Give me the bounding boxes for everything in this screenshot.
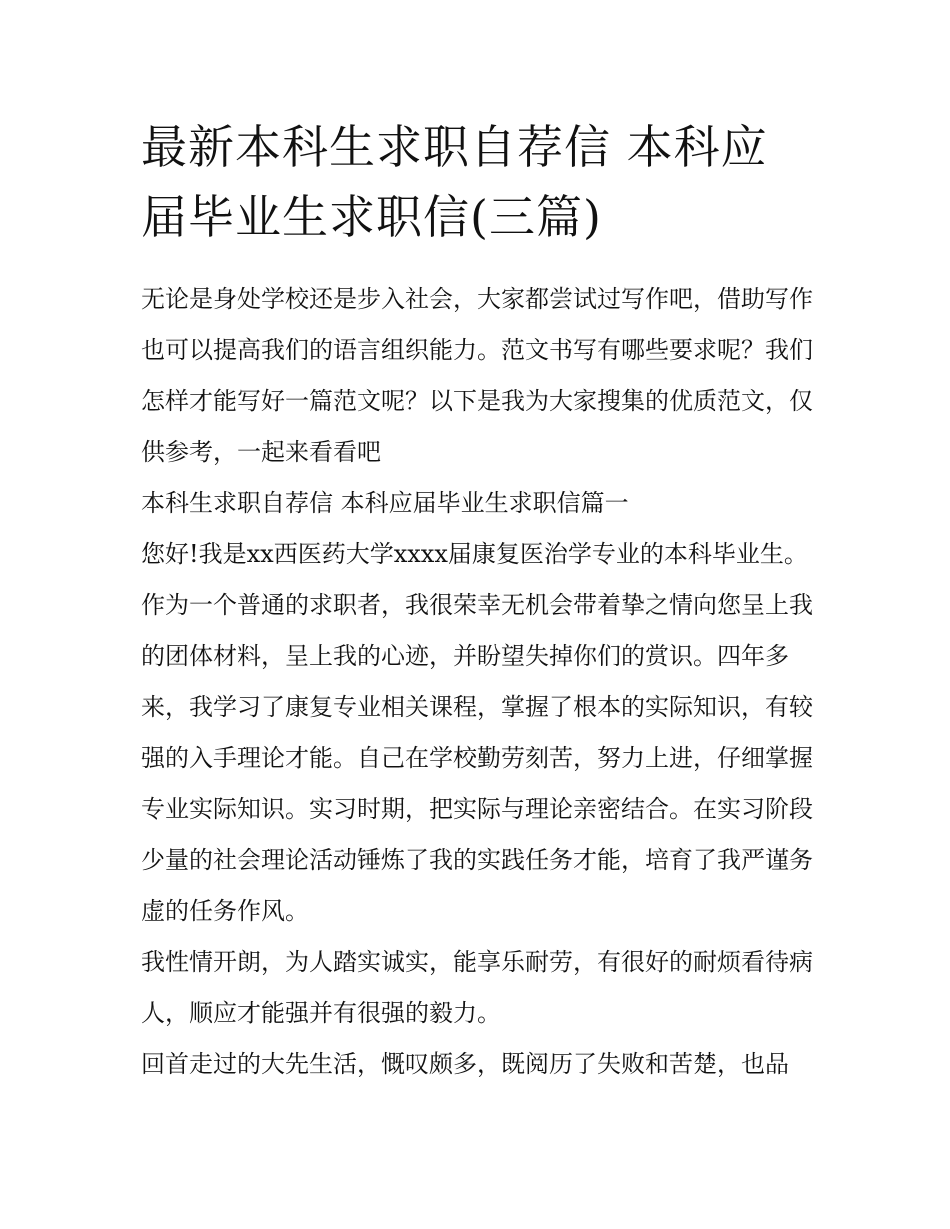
document-content bbox=[141, 112, 813, 1090]
intro-paragraph: 无论是身处学校还是步入社会，大家都尝试过写作吧，借助写作也可以提高我们的语言组织能力。范文书写有哪些要求呢？我们怎样才能写好一篇范文呢？以下是我为大家搜集的优质范文，仅供参考，一起来看看吧 bbox=[141, 285, 813, 466]
letter-paragraph-3: 回首走过的大先生活，慨叹颇多，既阅历了失败和苦楚，也品 bbox=[141, 1050, 789, 1078]
section-heading: 本科生求职自荐信 本科应届毕业生求职信篇一 bbox=[141, 489, 629, 517]
letter-paragraph-1: 您好!我是xx西医药大学xxxx届康复医治学专业的本科毕业生。作为一个普通的求职者，我很荣幸无机会带着挚之情向您呈上我的团体材料，呈上我的心迹，并盼望失掉你们的赏识。四年多来，我学习了康复专业相关课程，掌握了根本的实际知识，有较强的入手理论才能。自己在学校勤劳刻苦，努力上进，仔细掌握专业实际知识。实习时期，把实际与理论亲密结合。在实习阶段少量的社会理论活动锤炼了我的实践任务才能，培育了我严谨务虚的任务作风。 bbox=[141, 540, 813, 925]
document-title: 最新本科生求职自荐信 本科应届毕业生求职信(三篇) bbox=[141, 120, 768, 244]
letter-paragraph-2: 我性情开朗，为人踏实诚实，能享乐耐劳，有很好的耐烦看待病人，顺应才能强并有很强的毅力。 bbox=[141, 948, 813, 1027]
